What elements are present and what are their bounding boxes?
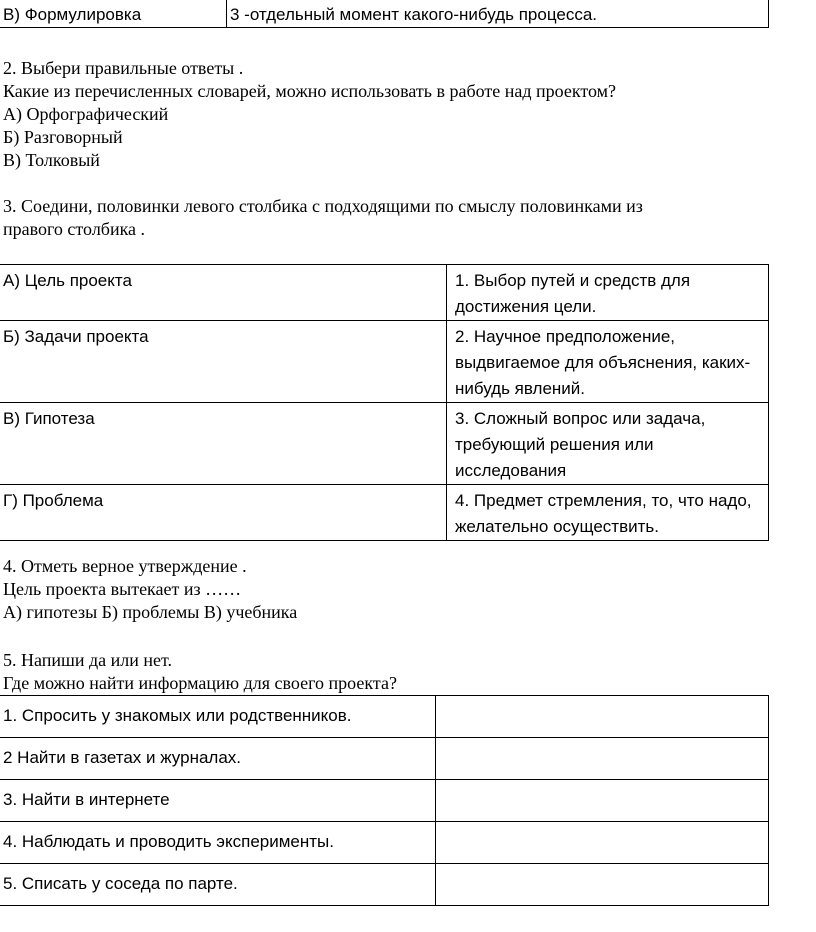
question-4-title: 4. Отметь верное утверждение . [3, 556, 247, 576]
right-half-cell: 3. Сложный вопрос или задача, требующий решения или исследования [447, 403, 769, 485]
term-cell: В) Формулировка [0, 0, 227, 28]
table-row [0, 265, 769, 321]
right-half-cell: 2. Научное предположение, выдвигаемое для объяснения, каких-нибудь явлений. [447, 321, 769, 403]
left-half-cell: Г) Проблема [0, 485, 447, 541]
table-row [0, 0, 769, 28]
answer-cell[interactable] [436, 822, 769, 864]
question-3-line-2: правого столбика . [3, 219, 146, 239]
left-half-cell: А) Цель проекта [0, 265, 447, 321]
answer-cell[interactable] [436, 864, 769, 906]
table-row [0, 864, 769, 906]
statement-cell: 4. Наблюдать и проводить эксперименты. [0, 822, 436, 864]
question-2-option-b: Б) Разговорный [3, 127, 123, 147]
statement-cell: 3. Найти в интернете [0, 780, 436, 822]
question-2-option-a: А) Орфографический [3, 104, 169, 124]
question-2-option-c: В) Толковый [3, 150, 100, 170]
question-2 [3, 57, 616, 172]
question-2-text: Какие из перечисленных словарей, можно использовать в работе над проектом? [3, 81, 617, 101]
definition-cell: 3 -отдельный момент какого-нибудь процесса. [227, 0, 769, 28]
statement-cell: 1. Спросить у знакомых или родственников. [0, 696, 436, 738]
question-5-title: 5. Напиши да или нет. [3, 650, 173, 670]
left-half-cell: В) Гипотеза [0, 403, 447, 485]
right-half-cell: 4. Предмет стремления, то, что надо, желательно осуществить. [447, 485, 769, 541]
question-4-text: Цель проекта вытекает из …… [3, 579, 242, 599]
question-4 [3, 555, 297, 624]
table-row [0, 822, 769, 864]
table-row [0, 321, 769, 403]
question-5 [3, 649, 397, 695]
question-3 [3, 195, 643, 241]
question-3-line-1: 3. Соедини, половинки левого столбика с подходящими по смыслу половинками из [3, 196, 643, 216]
table-row [0, 738, 769, 780]
right-half-cell: 1. Выбор путей и средств для достижения цели. [447, 265, 769, 321]
question-5-text: Где можно найти информацию для своего проекта? [3, 673, 397, 693]
matching-table [0, 264, 769, 541]
definitions-table-fragment [0, 0, 769, 28]
table-row [0, 485, 769, 541]
table-row [0, 780, 769, 822]
answer-cell[interactable] [436, 696, 769, 738]
answer-cell[interactable] [436, 780, 769, 822]
table-row [0, 696, 769, 738]
statement-cell: 2 Найти в газетах и журналах. [0, 738, 436, 780]
question-2-title: 2. Выбери правильные ответы . [3, 58, 244, 78]
statement-cell: 5. Списать у соседа по парте. [0, 864, 436, 906]
yes-no-table [0, 695, 769, 906]
answer-cell[interactable] [436, 738, 769, 780]
left-half-cell: Б) Задачи проекта [0, 321, 447, 403]
question-4-options: А) гипотезы Б) проблемы В) учебника [3, 602, 298, 622]
table-row [0, 403, 769, 485]
